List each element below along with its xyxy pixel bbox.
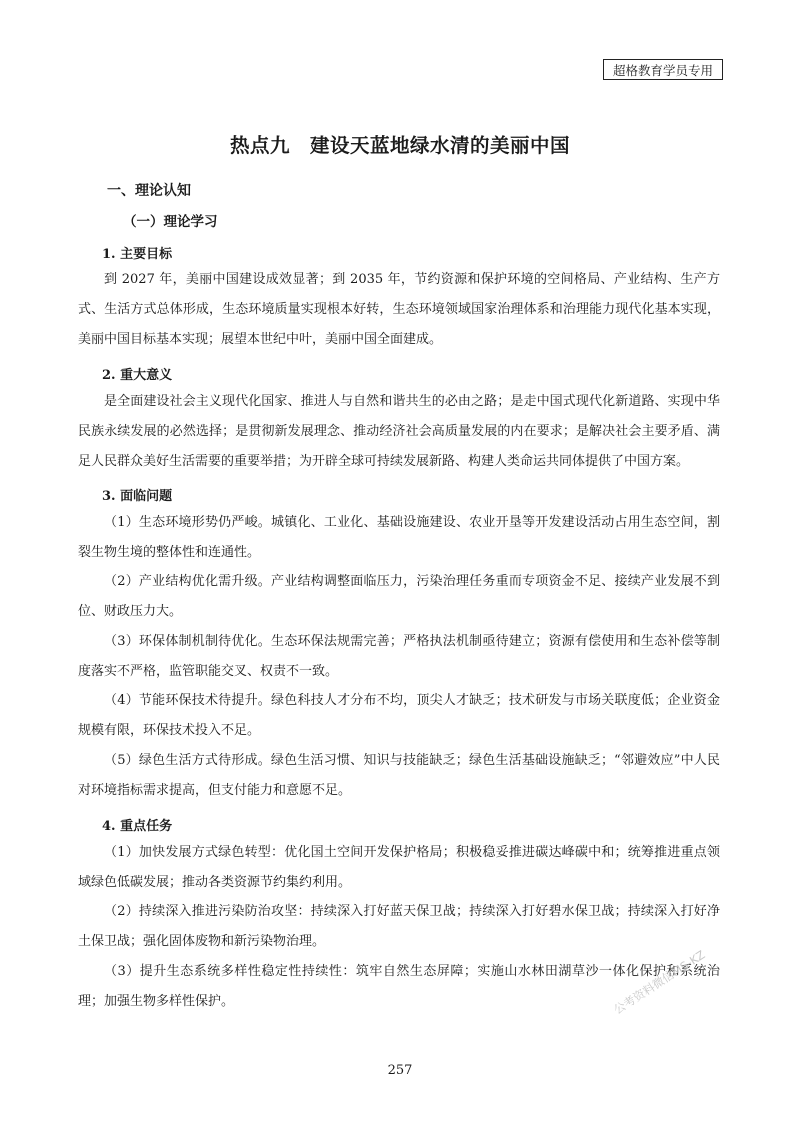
problem-paragraph-3: （3）环保体制机制待优化。生态环保法规需完善；严格执法机制亟待建立；资源有偿使用和生态补偿等制度落实不严格，监管职能交叉、权责不一致。: [78, 634, 720, 679]
problem-paragraph-2: （2）产业结构优化需升级。产业结构调整面临压力，污染治理任务重而专项资金不足、接续产业发展不到位、财政压力大。: [78, 574, 720, 619]
item-heading-goals: 1. 主要目标: [102, 247, 173, 262]
watermark: 公考资料微信MS-KZ: [611, 947, 708, 1017]
page-title: 热点九 建设天蓝地绿水清的美丽中国: [229, 134, 570, 157]
significance-paragraph: 是全面建设社会主义现代化国家、推进人与自然和谐共生的必由之路；是走中国式现代化新道路、实现中华民族永续发展的必然选择；是贯彻新发展理念、推动经济社会高质量发展的内在要求；是解决社会主要矛盾、满足人民群众美好生活需要的重要举措；为开辟全球可持续发展新路、构建人类命运共同体提供了中国方案。: [78, 394, 720, 469]
goals-paragraph: 到 2027 年，美丽中国建设成效显著；到 2035 年，节约资源和保护环境的空间格局、产业结构、生产方式、生活方式总体形成，生态环境质量实现根本好转，生态环境领域国家治理体系和治理能力现代化基本实现，美丽中国目标基本实现；展望本世纪中叶，美丽中国全面建成。: [78, 272, 720, 347]
problem-paragraph-5: （5）绿色生活方式待形成。绿色生活习惯、知识与技能缺乏；绿色生活基础设施缺乏；“邻避效应”中人民对环境指标需求提高，但支付能力和意愿不足。: [78, 753, 720, 798]
problem-paragraph-1: （1）生态环境形势仍严峻。城镇化、工业化、基础设施建设、农业开垦等开发建设活动占用生态空间，割裂生物生境的整体性和连通性。: [78, 515, 720, 560]
task-paragraph-2: （2）持续深入推进污染防治攻坚：持续深入打好蓝天保卫战；持续深入打好碧水保卫战；持续深入打好净土保卫战；强化固体废物和新污染物治理。: [78, 904, 720, 949]
item-heading-problems: 3. 面临问题: [102, 489, 173, 504]
header-badge: 超格教育学员专用: [603, 59, 723, 80]
problem-paragraph-4: （4）节能环保技术待提升。绿色科技人才分布不均，顶尖人才缺乏；技术研发与市场关联度低；企业资金规模有限，环保技术投入不足。: [78, 693, 720, 738]
section-heading: 一、理论认知: [107, 183, 191, 199]
task-paragraph-1: （1）加快发展方式绿色转型：优化国土空间开发保护格局；积极稳妥推进碳达峰碳中和；统筹推进重点领域绿色低碳发展；推动各类资源节约集约利用。: [78, 845, 720, 890]
subsection-heading: （一）理论学习: [123, 214, 218, 230]
item-heading-tasks: 4. 重点任务: [102, 819, 173, 834]
page-number: 257: [387, 1063, 413, 1078]
task-paragraph-3: （3）提升生态系统多样性稳定性持续性：筑牢自然生态屏障；实施山水林田湖草沙一体化保护和系统治理；加强生物多样性保护。: [78, 964, 720, 1009]
item-heading-significance: 2. 重大意义: [102, 368, 173, 383]
